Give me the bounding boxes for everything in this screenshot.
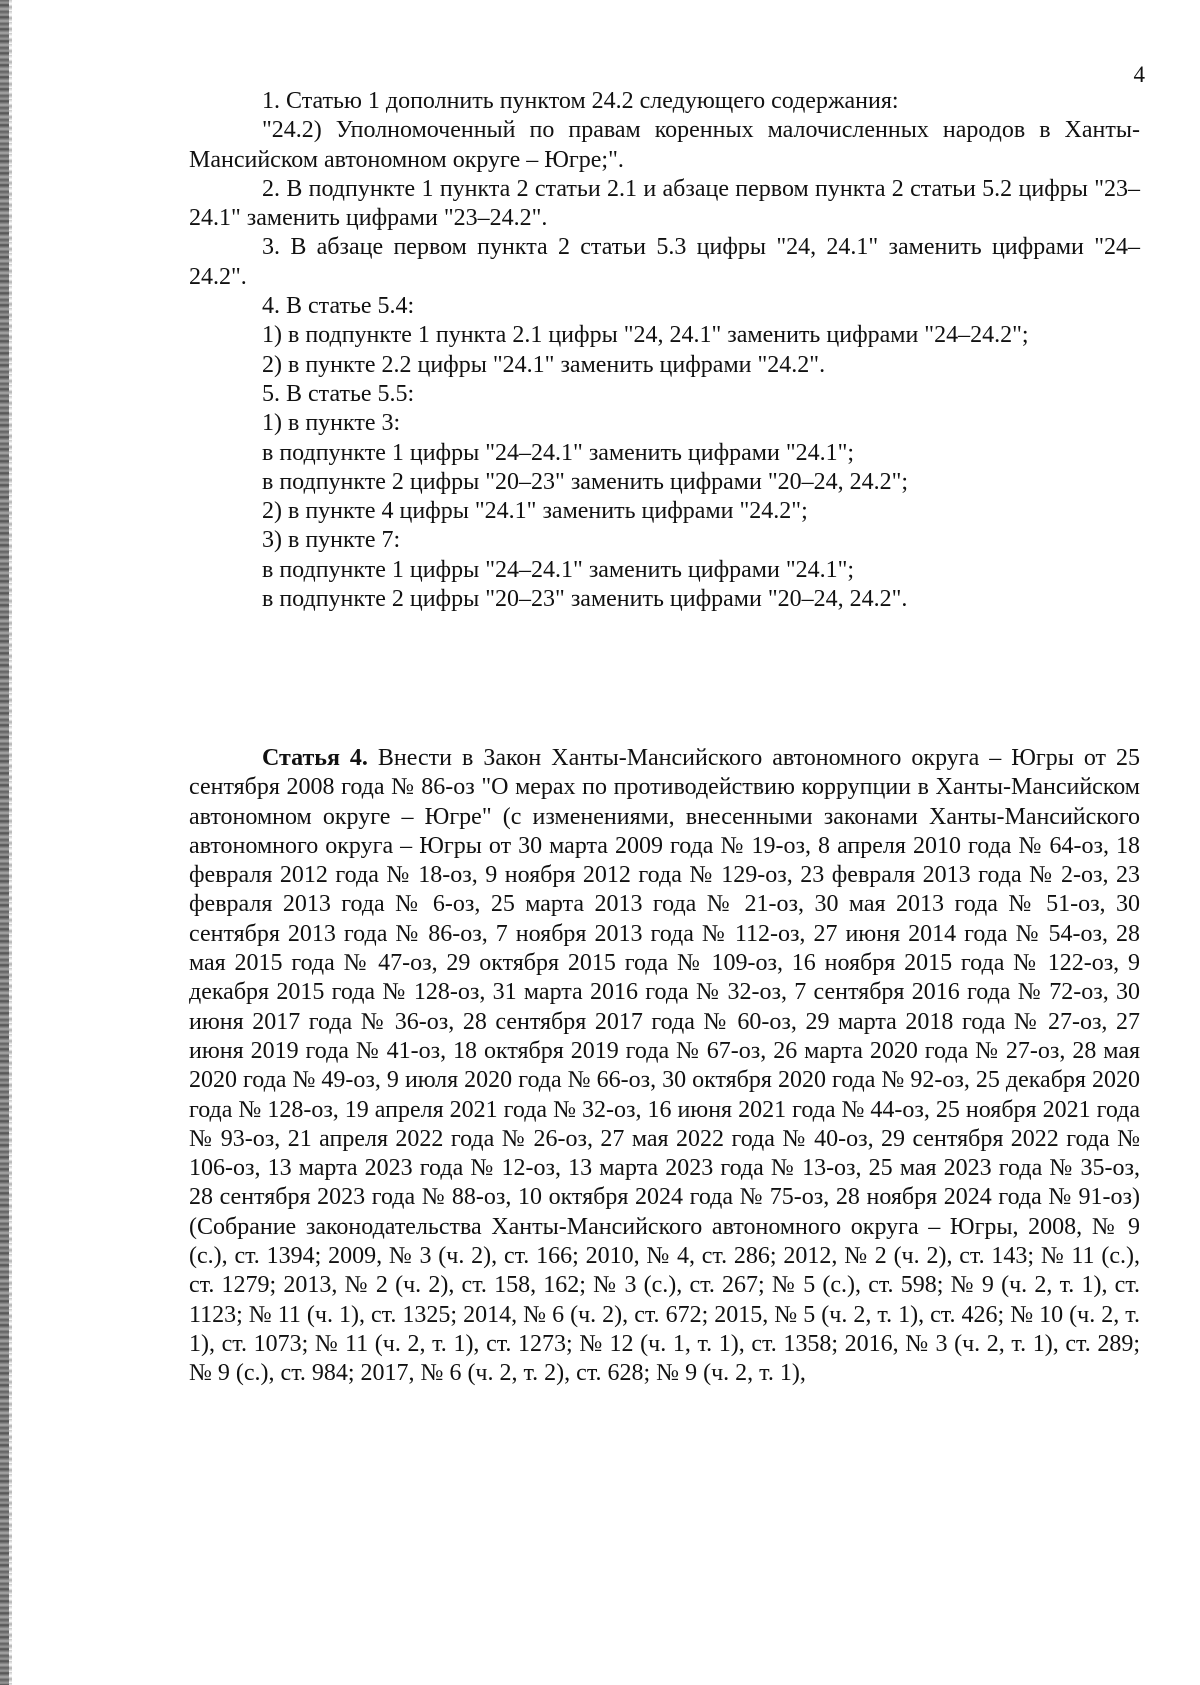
scan-binding-edge-highlight <box>9 0 12 1685</box>
article-4 <box>189 744 1140 1389</box>
scan-binding-edge <box>0 0 9 1685</box>
amendment-paragraph: в подпункте 2 цифры "20–23" заменить цифрами "20–24, 24.2"; <box>262 468 909 495</box>
amendment-paragraph: 5. В статье 5.5: <box>262 380 415 407</box>
article-4-heading: Статья 4. <box>262 745 368 771</box>
page-number: 4 <box>1133 62 1145 87</box>
amendment-paragraph: 2) в пункте 2.2 цифры "24.1" заменить цифрами "24.2". <box>262 351 826 378</box>
amendment-paragraph: 2) в пункте 4 цифры "24.1" заменить цифрами "24.2"; <box>262 498 808 525</box>
amendment-paragraph: в подпункте 2 цифры "20–23" заменить цифрами "20–24, 24.2". <box>262 586 908 613</box>
article-4-paragraph <box>189 744 1140 1389</box>
amendment-paragraph: 1) в пункте 3: <box>262 410 401 437</box>
amendment-paragraph: в подпункте 1 цифры "24–24.1" заменить цифрами "24.1"; <box>262 439 855 466</box>
amendments-list <box>189 87 1140 614</box>
amendment-paragraph: 3. В абзаце первом пункта 2 статьи 5.3 цифры "24, 24.1" заменить цифрами "24–24.2". <box>189 234 1140 290</box>
amendment-paragraph: 1) в подпункте 1 пункта 2.1 цифры "24, 24.1" заменить цифрами "24–24.2"; <box>262 322 1029 349</box>
amendment-paragraph: "24.2) Уполномоченный по правам коренных малочисленных народов в Ханты-Мансийском автономном округе – Югре;". <box>189 117 1140 173</box>
amendment-paragraph: в подпункте 1 цифры "24–24.1" заменить цифрами "24.1"; <box>262 556 855 583</box>
amendment-paragraph: 2. В подпункте 1 пункта 2 статьи 2.1 и абзаце первом пункта 2 статьи 5.2 цифры "23–24.1" заменить цифрами "23–24.2". <box>189 175 1140 232</box>
article-4-body: Внести в Закон Ханты-Мансийского автономного округа – Югры от 25 сентября 2008 года № 86-оз "О мерах по противодействию коррупции в Ханты-Мансийском автономном округе – Югре" (с изменениями, внесенными законами Ханты-Мансийского автономного округа – Югры от 30 марта 2009 года № 19-оз, 8 апреля 2010 года № 64-оз, 18 февраля 2012 года № 18-оз, 9 ноября 2012 года № 129-оз, 23 февраля 2013 года № 2-оз, 23 февраля 2013 года № 6-оз, 25 марта 2013 года № 21-оз, 30 мая 2013 года № 51-оз, 30 сентября 2013 года № 86-оз, 7 ноября 2013 года № 112-оз, 27 июня 2014 года № 54-оз, 28 мая 2015 года № 47-оз, 29 октября 2015 года № 109-оз, 16 ноября 2015 года № 122-оз, 9 декабря 2015 года № 128-оз, 31 марта 2016 года № 32-оз, 7 сентября 2016 года № 72-оз, 30 июня 2017 года № 36-оз, 28 сентября 2017 года № 60-оз, 29 марта 2018 года № 27-оз, 27 июня 2019 года № 41-оз, 18 октября 2019 года № 67-оз, 26 марта 2020 года № 27-оз, 28 мая 2020 года № 49-оз, 9 июля 2020 года № 66-оз, 30 октября 2020 года № 92-оз, 25 декабря 2020 года № 128-оз, 19 апреля 2021 года № 32-оз, 16 июня 2021 года № 44-оз, 25 ноября 2021 года № 93-оз, 21 апреля 2022 года № 26-оз, 27 мая 2022 года № 40-оз, 29 сентября 2022 года № 106-оз, 13 марта 2023 года № 12-оз, 13 марта 2023 года № 13-оз, 25 мая 2023 года № 35-оз, 28 сентября 2023 года № 88-оз, 10 октября 2024 года № 75-оз, 28 ноября 2024 года № 91-оз) (Собрание законодательства Ханты-Мансийского автономного округа – Югры, 2008, № 9 (с.), ст. 1394; 2009, № 3 (ч. 2), ст. 166; 2010, № 4, ст. 286; 2012, № 2 (ч. 2), ст. 143; № 11 (с.), ст. 1279; 2013, № 2 (ч. 2), ст. 158, 162; № 3 (с.), ст. 267; № 5 (с.), ст. 598; № 9 (ч. 2, т. 1), ст. 1123; № 11 (ч. 1), ст. 1325; 2014, № 6 (ч. 2), ст. 672; 2015, № 5 (ч. 2, т. 1), ст. 426; № 10 (ч. 2, т. 1), ст. 1073; № 11 (ч. 2, т. 1), ст. 1273; № 12 (ч. 1, т. 1), ст. 1358; 2016, № 3 (ч. 2, т. 1), ст. 289; № 9 (с.), ст. 984; 2017, № 6 (ч. 2, т. 2), ст. 628; № 9 (ч. 2, т. 1), <box>189 745 1140 1387</box>
amendment-paragraph: 3) в пункте 7: <box>262 527 401 554</box>
amendment-paragraph: 1. Статью 1 дополнить пунктом 24.2 следующего содержания: <box>262 88 899 114</box>
amendment-paragraph: 4. В статье 5.4: <box>262 293 415 320</box>
